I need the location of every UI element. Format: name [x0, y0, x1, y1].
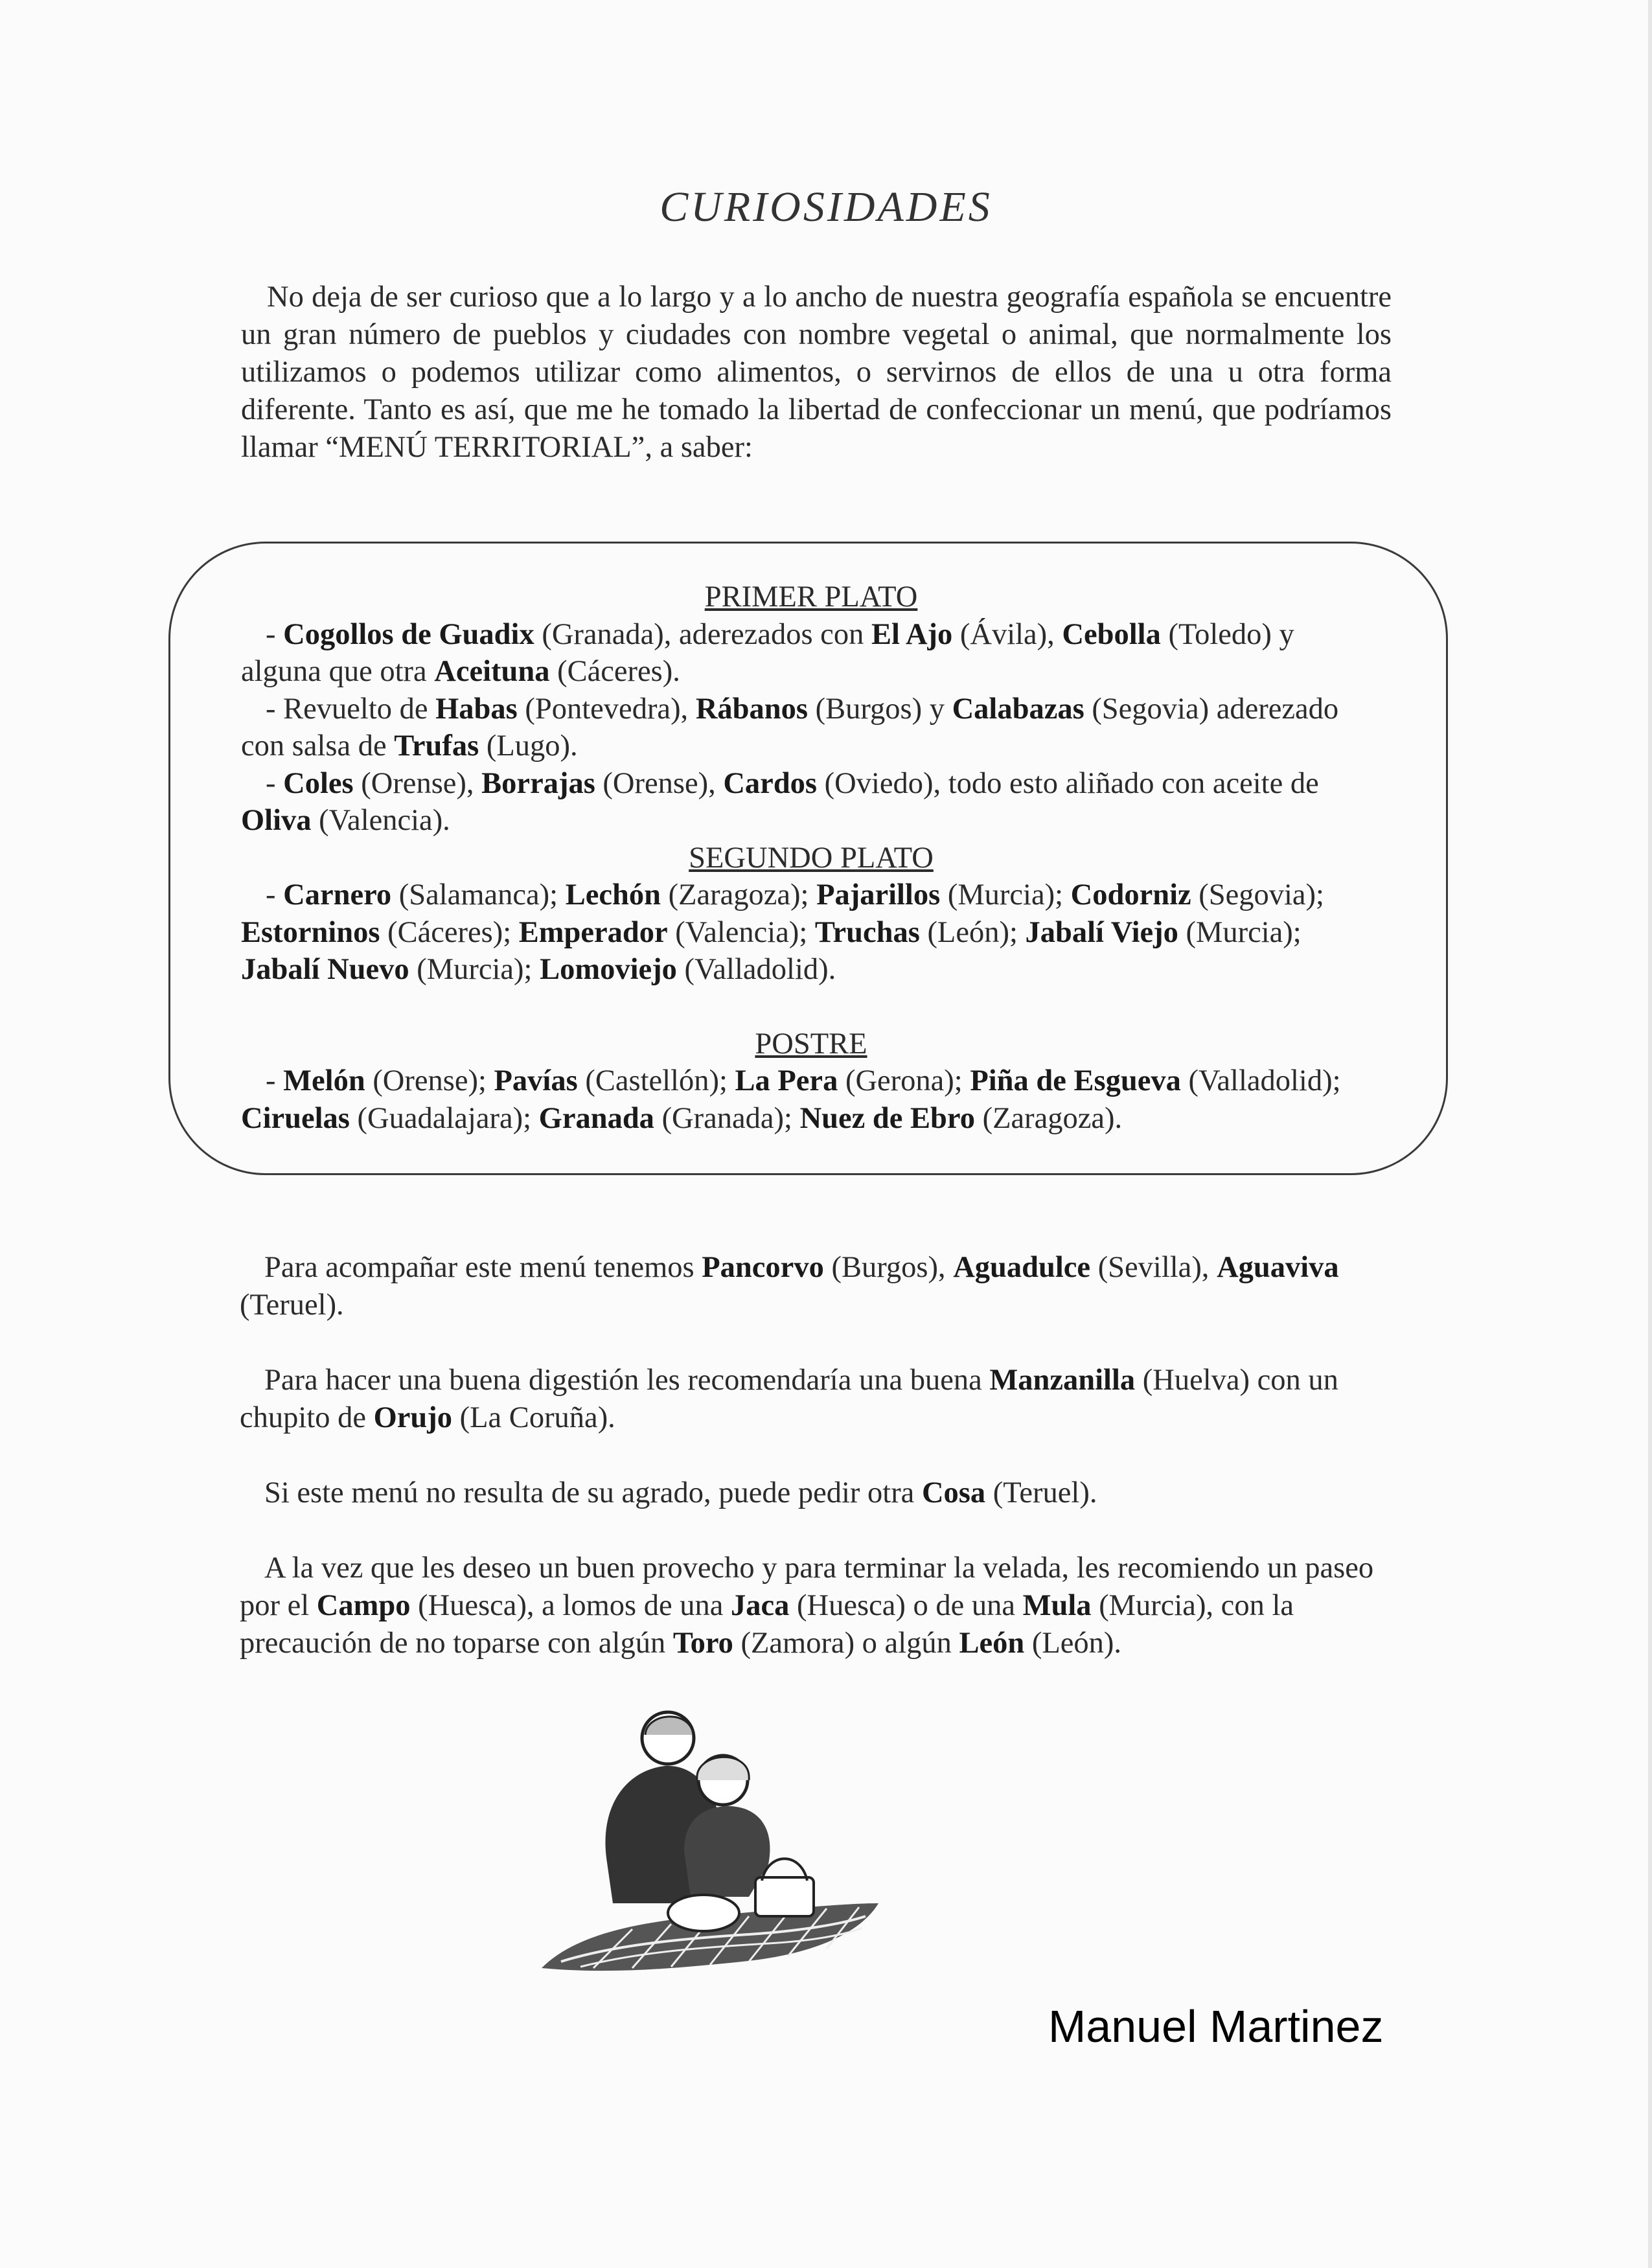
- place-name: Calabazas: [952, 692, 1084, 726]
- text-run: (Murcia), con la precaución de no toparse con algún: [240, 1589, 1294, 1660]
- text-run: (Murcia);: [940, 878, 1071, 911]
- place-name: Coles: [283, 766, 354, 800]
- text-run: (Salamanca);: [391, 878, 566, 911]
- place-name: Borrajas: [481, 766, 595, 800]
- place-name: Nuez de Ebro: [799, 1101, 975, 1135]
- text-run: (Guadalajara);: [349, 1101, 539, 1135]
- place-name: Rábanos: [695, 692, 808, 726]
- text-run: A la vez que les deseo un buen provecho y para terminar la velada, les recomiendo un paseo por el: [240, 1552, 1374, 1622]
- text-run: Para hacer una buena digestión les recomendaría una buena: [264, 1364, 990, 1397]
- place-name: Pavías: [494, 1064, 578, 1097]
- menu-item: [241, 1062, 1381, 1137]
- place-name: Pancorvo: [702, 1251, 824, 1284]
- place-name: Aguadulce: [953, 1251, 1091, 1284]
- menu-content: [241, 578, 1381, 1137]
- place-name: León: [959, 1627, 1025, 1660]
- menu-item: [241, 876, 1381, 989]
- text-run: (Zaragoza).: [974, 1101, 1123, 1135]
- text-run: (Huelva) con un chupito de: [240, 1364, 1338, 1434]
- text-run: (Cáceres).: [549, 655, 680, 688]
- place-name: Estorninos: [241, 915, 380, 949]
- place-name: Aguaviva: [1217, 1251, 1339, 1284]
- text-run: (Valencia).: [311, 804, 450, 837]
- text-run: (Valencia);: [667, 915, 815, 949]
- menu-item: [241, 691, 1381, 765]
- text-run: (Huesca), a lomos de una: [410, 1589, 731, 1622]
- place-name: Oliva: [241, 804, 312, 837]
- text-run: (Cáceres);: [380, 915, 519, 949]
- place-name: Habas: [435, 692, 518, 726]
- intro-paragraph: No deja de ser curioso que a lo largo y a lo ancho de nuestra geografía española se encuentre un gran número de pueblos y ciudades con nombre vegetal o animal, que normalmente los utilizamos o podemos utilizar como alimentos, o servirnos de ellos de una u otra forma diferente. Tanto es así, que me he tomado la libertad de confeccionar un menú, que podríamos llamar “MENÚ TERRITORIAL”, a saber:: [241, 281, 1392, 464]
- text-run: (Burgos) y: [807, 692, 952, 726]
- text-run: (Orense),: [595, 766, 724, 800]
- place-name: Jabalí Viejo: [1025, 915, 1178, 949]
- text-run: (Granada), aderezados con: [534, 617, 871, 651]
- place-name: Codorniz: [1070, 878, 1191, 911]
- place-name: Orujo: [373, 1401, 453, 1434]
- text-run: (Zaragoza);: [660, 878, 817, 911]
- place-name: Melón: [283, 1064, 365, 1097]
- text-run: -: [266, 878, 284, 911]
- picnic-couple-illustration: [535, 1690, 885, 1987]
- text-run: (Orense),: [353, 766, 482, 800]
- text-run: (Lugo).: [479, 729, 578, 762]
- postre-heading: POSTRE: [755, 1027, 867, 1060]
- place-name: Jabalí Nuevo: [241, 953, 409, 986]
- text-run: (Huesca) o de una: [789, 1589, 1023, 1622]
- text-run: (Murcia);: [409, 953, 540, 986]
- place-name: Granada: [538, 1101, 654, 1135]
- text-run: (La Coruña).: [452, 1401, 615, 1434]
- place-name: La Pera: [735, 1064, 838, 1097]
- text-run: (Pontevedra),: [517, 692, 696, 726]
- place-name: Cardos: [723, 766, 818, 800]
- place-name: Piña de Esgueva: [970, 1064, 1181, 1097]
- place-name: Jaca: [731, 1589, 790, 1622]
- place-name: Cogollos de Guadix: [283, 617, 534, 651]
- text-run: -: [266, 1064, 284, 1097]
- text-run: (Oviedo), todo esto aliñado con aceite de: [817, 766, 1319, 800]
- text-run: (Valladolid);: [1180, 1064, 1341, 1097]
- scan-edge: [1648, 0, 1652, 2268]
- page-title: CURIOSIDADES: [660, 183, 992, 231]
- place-name: Toro: [672, 1627, 733, 1660]
- text-run: (Valladolid).: [676, 953, 836, 986]
- text-run: (Ávila),: [952, 617, 1062, 651]
- text-run: (Murcia);: [1178, 915, 1302, 949]
- place-name: Trufas: [394, 729, 479, 762]
- text-run: (Teruel).: [985, 1476, 1097, 1509]
- segundo-plato-heading: SEGUNDO PLATO: [689, 841, 934, 875]
- text-run: (Sevilla),: [1090, 1251, 1217, 1284]
- place-name: Lechón: [565, 878, 661, 911]
- spacer: [241, 989, 1381, 1025]
- place-name: Lomoviejo: [540, 953, 677, 986]
- menu-item: [241, 765, 1381, 840]
- text-run: (Castellón);: [577, 1064, 735, 1097]
- closing-paragraph: [240, 1474, 1399, 1512]
- text-run: (León).: [1024, 1627, 1122, 1660]
- place-name: El Ajo: [871, 617, 953, 651]
- place-name: Manzanilla: [989, 1364, 1136, 1397]
- text-run: (Gerona);: [838, 1064, 970, 1097]
- text-run: (Orense);: [365, 1064, 494, 1097]
- place-name: Truchas: [814, 915, 920, 949]
- text-run: (Granada);: [654, 1101, 800, 1135]
- text-run: Para acompañar este menú tenemos: [264, 1251, 702, 1284]
- text-run: -: [266, 766, 284, 800]
- place-name: Aceituna: [434, 655, 550, 688]
- text-run: (Teruel).: [240, 1289, 344, 1322]
- place-name: Campo: [316, 1589, 411, 1622]
- place-name: Carnero: [283, 878, 392, 911]
- text-run: - Revuelto de: [266, 692, 436, 726]
- menu-item: [241, 616, 1381, 691]
- text-run: (Toledo) y alguna que otra: [241, 617, 1294, 688]
- text-run: (Segovia) aderezado con salsa de: [241, 692, 1339, 762]
- closing-paragraph: [240, 1362, 1399, 1437]
- place-name: Cebolla: [1062, 617, 1161, 651]
- text-run: (León);: [919, 915, 1026, 949]
- place-name: Pajarillos: [816, 878, 941, 911]
- primer-plato-heading: PRIMER PLATO: [704, 580, 918, 613]
- author-signature: Manuel Martinez: [1048, 2001, 1384, 2052]
- text-run: (Segovia);: [1191, 878, 1324, 911]
- text-run: (Burgos),: [823, 1251, 954, 1284]
- place-name: Ciruelas: [241, 1101, 350, 1135]
- closing-paragraph: [240, 1249, 1399, 1324]
- closing-section: [240, 1249, 1399, 1700]
- text-run: (Zamora) o algún: [733, 1627, 959, 1660]
- place-name: Emperador: [518, 915, 668, 949]
- text-run: -: [266, 617, 284, 651]
- closing-paragraph: [240, 1550, 1399, 1662]
- place-name: Cosa: [921, 1476, 986, 1509]
- place-name: Mula: [1022, 1589, 1092, 1622]
- text-run: Si este menú no resulta de su agrado, puede pedir otra: [264, 1476, 922, 1509]
